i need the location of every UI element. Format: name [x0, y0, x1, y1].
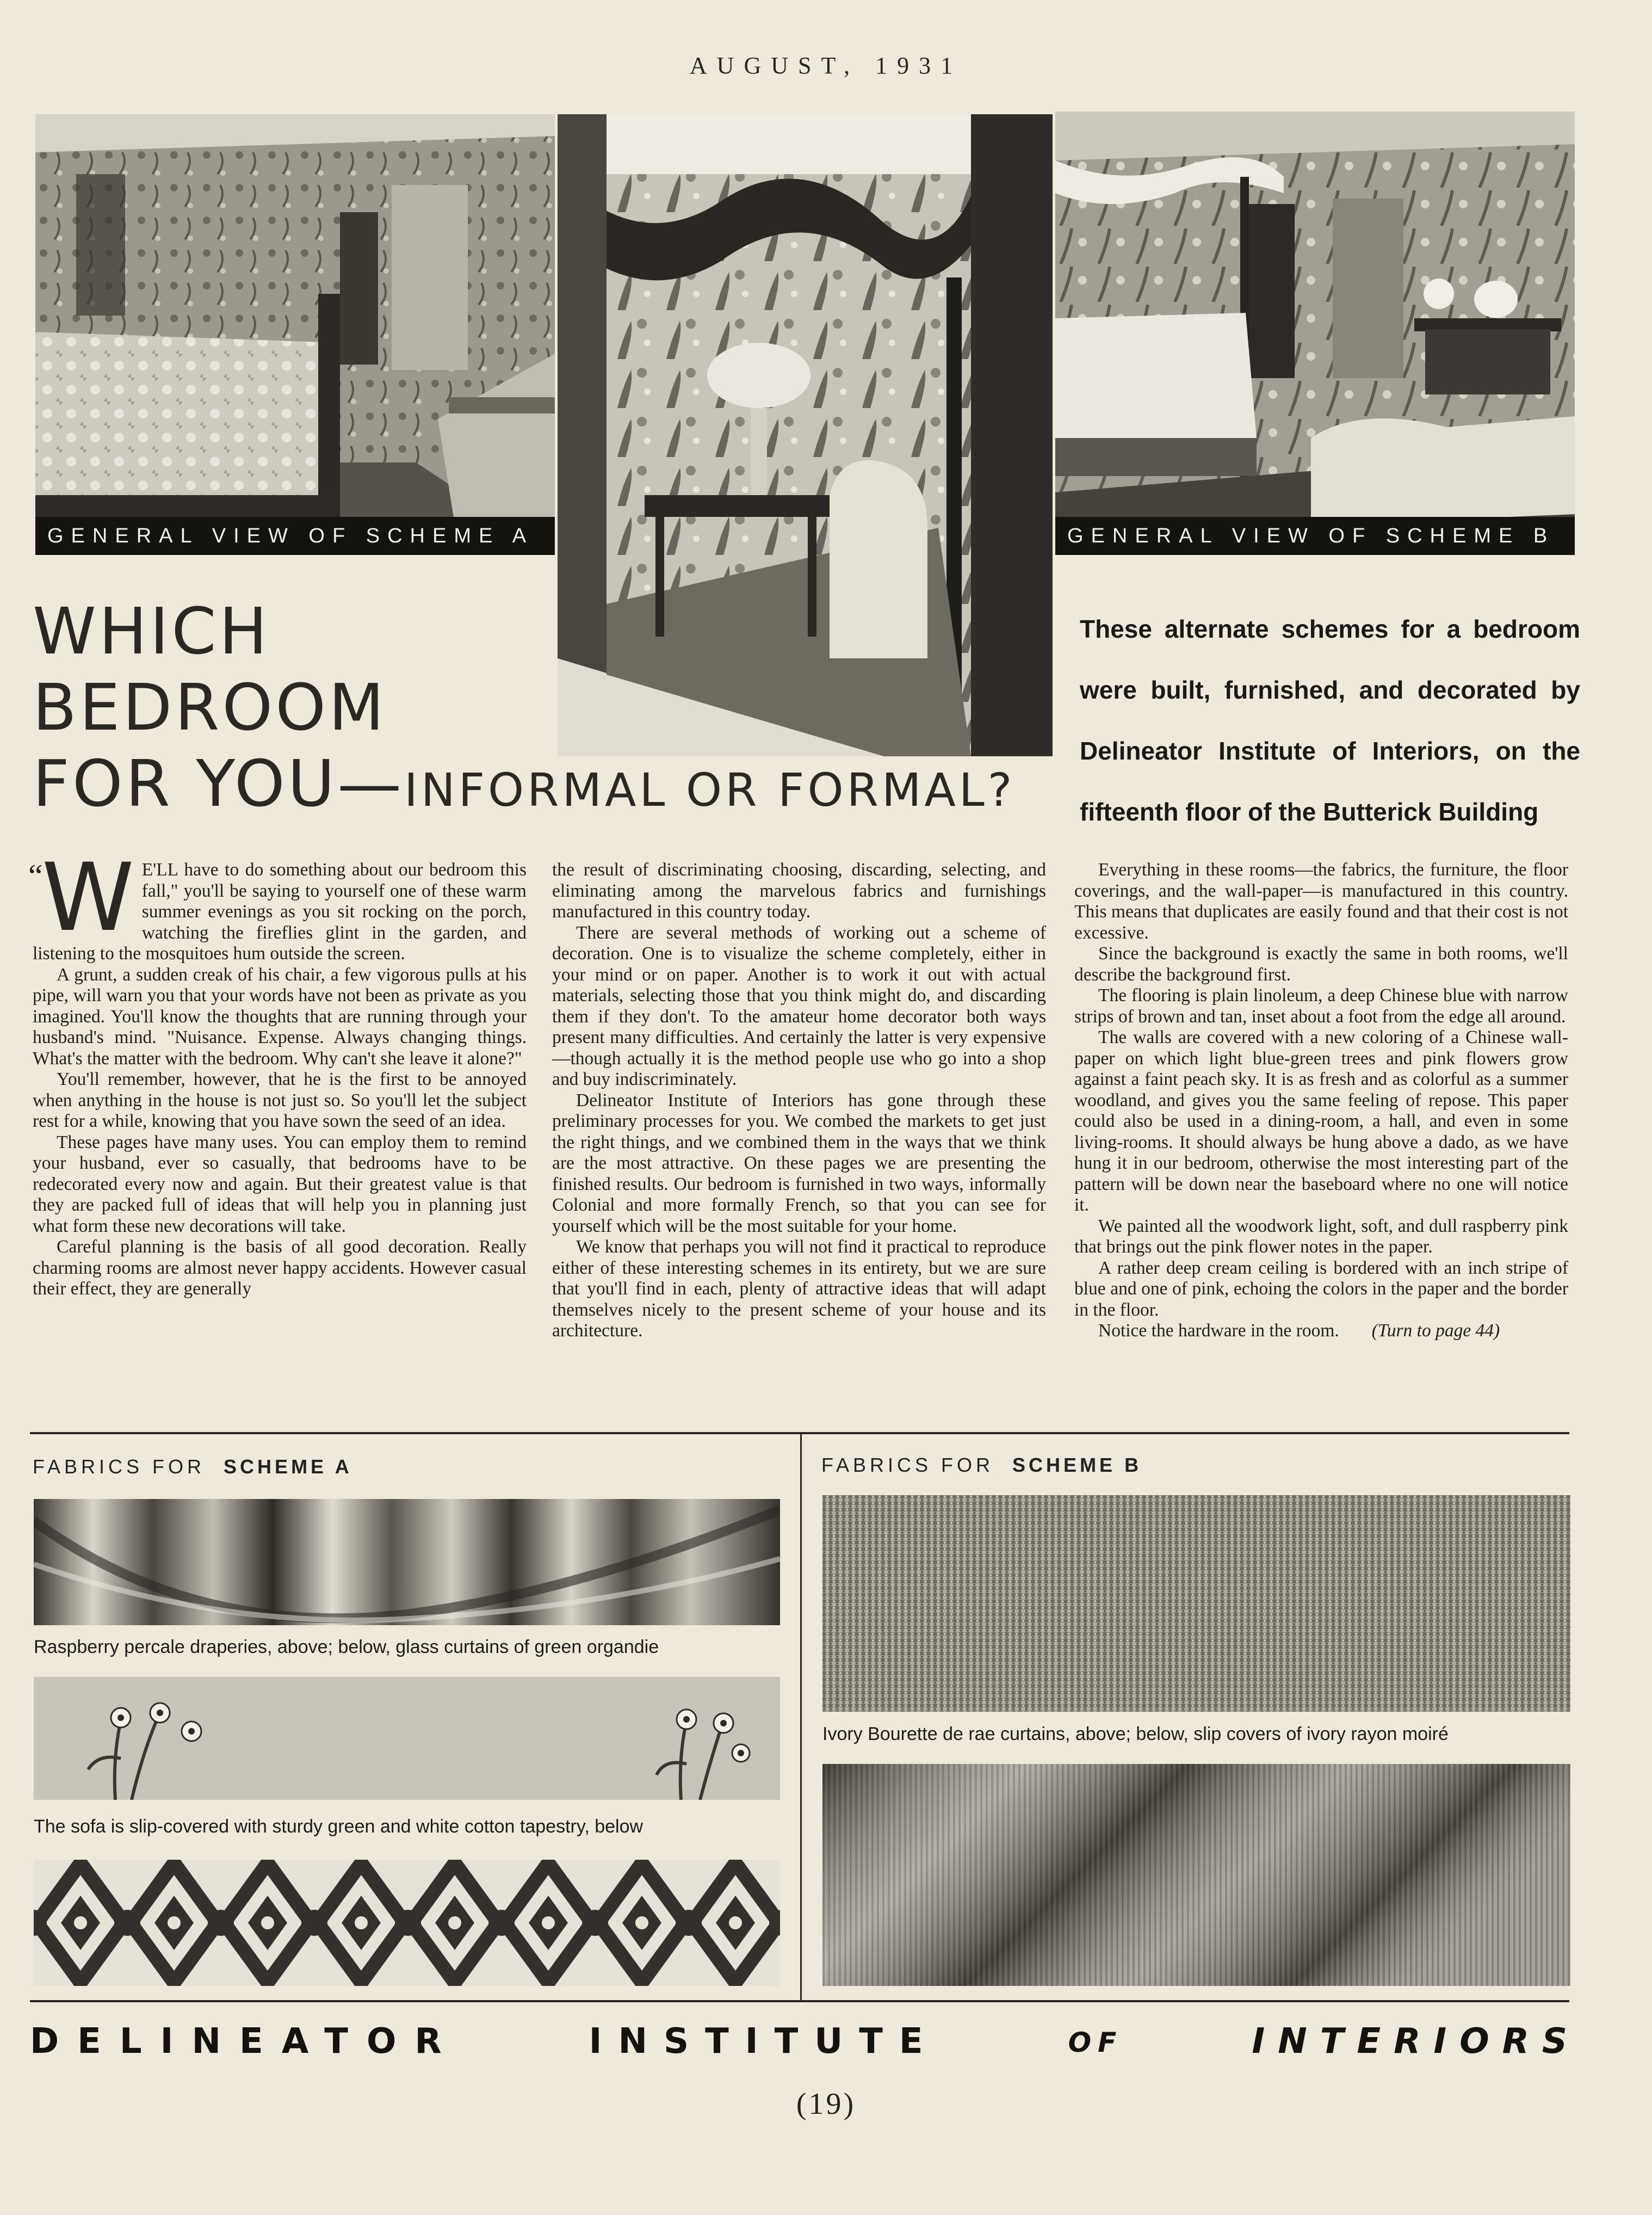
article-column-2: [552, 860, 1046, 1342]
footer-word-interiors: INTERIORS: [1252, 2021, 1580, 2062]
article-paragraph: There are several methods of working out a scheme of decoration. One is to visualize the scheme completely, either in your mind or on paper. Another is to work it out with actual materials, selecting those that you think might do, and discarding them if they don't. To the amateur home decorator both ways present many difficulties. And certainly the latter is very expensive—though actually it is the method people use who go into a shop and buy indiscriminately.: [552, 922, 1046, 1089]
article-paragraph: The walls are covered with a new coloring of a Chinese wall-paper on which light blue-green trees and pink flowers grow against a faint peach sky. It is as fresh and as colorful as a summer woodland, and gives you the same feeling of repose. This paper could also be used in a dining-room, a hall, and even in some living-rooms. It should always be hung above a dado, as we have hung it in our bedroom, otherwise the most interesting part of the pattern will be down near the baseboard where no one will notice it.: [1074, 1027, 1568, 1215]
fabrics-heading-scheme-b: FABRICS FOR SCHEME B: [821, 1454, 1142, 1476]
photo-scheme-a: [35, 114, 555, 555]
footer-word-of: OF: [1068, 2027, 1123, 2058]
photo-caption-scheme-a: GENERAL VIEW OF SCHEME A: [35, 517, 555, 555]
article-paragraph: Everything in these rooms—the fabrics, the furniture, the floor coverings, and the wall-paper—is manufactured in this country. This means that duplicates are easily found and that their cost is not excessive.: [1074, 860, 1568, 943]
footer-word-institute: INSTITUTE: [589, 2021, 939, 2062]
article-column-1: [28, 843, 527, 1300]
turn-page-note[interactable]: (Turn to page 44): [1371, 1321, 1500, 1341]
fabrics-heading-scheme-a: FABRICS FOR SCHEME A: [33, 1455, 352, 1478]
section-rule-top: [30, 1432, 1569, 1434]
photo-scheme-b: [1055, 112, 1575, 555]
title-line-2: BEDROOM: [33, 670, 387, 745]
article-paragraph: Delineator Institute of Interiors has gone through these preliminary processes for you. We combed the markets to get just the right things, and we combined them in the ways that we think are the most attractive. On these pages we are presenting the finished results. Our bedroom is furnished in two ways, informally Colonial and more formally French, so that you can see for yourself which will be the most suitable for your home.: [552, 1090, 1046, 1236]
article-paragraph: A grunt, a sudden creak of his chair, a few vigorous pulls at his pipe, will warn you that your words have not been as private as you imagined. You'll know the thoughts that are running through your husband's mind. "Nuisance. Expense. Always changing things. What's the matter with the bedroom. Why can't she leave it alone?": [33, 964, 527, 1069]
fabric-caption-tapestry: The sofa is slip-covered with sturdy green and white cotton tapestry, below: [34, 1816, 644, 1837]
intro-deck: These alternate schemes for a bedroom were built, furnished, and decorated by Delineator Institute of Interiors, on the fifteenth floor of the Butterick Building: [1080, 615, 1580, 826]
photo-caption-scheme-b: GENERAL VIEW OF SCHEME B: [1055, 517, 1575, 555]
article-paragraph: You'll remember, however, that he is the first to be annoyed when anything in the house is not just so. So you'll let the subject rest for a while, knowing that you have sown the seed of an idea.: [33, 1069, 527, 1131]
drop-cap: W: [41, 843, 134, 952]
footer-brand: [30, 2021, 1580, 2062]
title-line-3-main: FOR YOU—: [33, 746, 405, 821]
article-paragraph: We know that perhaps you will not find it practical to reproduce either of these interesting schemes in its entirety, but we are sure that you'll find in each, plenty of attractive ideas that will adapt themselves nicely to the present scheme of your house and its architecture.: [552, 1237, 1046, 1341]
article-paragraph: the result of discriminating choosing, discarding, selecting, and eliminating among the marvelous fabrics and furnishings manufactured in this country today.: [552, 860, 1046, 922]
article-paragraph: Careful planning is the basis of all good decoration. Really charming rooms are almost never happy accidents. However casual their effect, they are generally: [33, 1237, 527, 1299]
article-paragraph: “ W E'LL have to do something about our bedroom this fall," you'll be saying to yourself one of these warm summer evenings as you sit rocking on the porch, watching the fireflies glint in the garden, and listening to the mosquitoes hum outside the screen.: [28, 843, 527, 964]
drop-quote-mark: “: [28, 858, 43, 894]
title-line-1: WHICH: [33, 594, 270, 669]
page-number: (19): [796, 2087, 856, 2121]
article-paragraph-last: Notice the hardware in the room. (Turn to page 44): [1098, 1321, 1500, 1341]
section-divider-vertical: [800, 1434, 802, 2000]
fabric-caption-bourette: Ivory Bourette de rae curtains, above; below, slip covers of ivory rayon moiré: [822, 1724, 1449, 1744]
issue-date: AUGUST, 1931: [689, 52, 963, 79]
fabric-swatch-bourette-curtains: [822, 1495, 1570, 1712]
fabric-swatch-green-organdie: [34, 1677, 780, 1800]
section-rule-bottom: [30, 2000, 1569, 2002]
footer-word-delineator: DELINEATOR: [30, 2021, 460, 2062]
title-subtitle: INFORMAL OR FORMAL?: [404, 763, 1016, 817]
article-paragraph: A rather deep cream ceiling is bordered with an inch stripe of blue and one of pink, echoing the colors in the paper and the border in the floor.: [1074, 1257, 1568, 1320]
article-paragraph: We painted all the woodwork light, soft, and dull raspberry pink that brings out the pink flower notes in the paper.: [1074, 1216, 1568, 1257]
article-paragraph: These pages have many uses. You can employ them to remind your husband, ever so casually, that bedrooms have to be redecorated every now and again. But their greatest value is that they are packed full of ideas that will help you in planning just what form these new decorations will take.: [33, 1132, 527, 1236]
fabric-swatch-cotton-tapestry: [34, 1860, 780, 1986]
article-paragraph: The flooring is plain linoleum, a deep Chinese blue with narrow strips of brown and tan, inset about a foot from the edge all around.: [1074, 985, 1568, 1027]
article-column-3: [1074, 860, 1568, 1342]
fabric-caption-percale: Raspberry percale draperies, above; below, glass curtains of green organdie: [34, 1637, 659, 1657]
fabric-swatch-rayon-moire: [822, 1764, 1570, 1986]
bedroom-scheme-a-image: [35, 114, 555, 555]
title-line-3: [33, 745, 1055, 828]
article-title: [33, 593, 1055, 828]
fabric-swatch-raspberry-percale: [34, 1499, 780, 1625]
article-paragraph: Since the background is exactly the same in both rooms, we'll describe the background first.: [1074, 943, 1568, 985]
bedroom-scheme-b-image: [1055, 112, 1575, 555]
